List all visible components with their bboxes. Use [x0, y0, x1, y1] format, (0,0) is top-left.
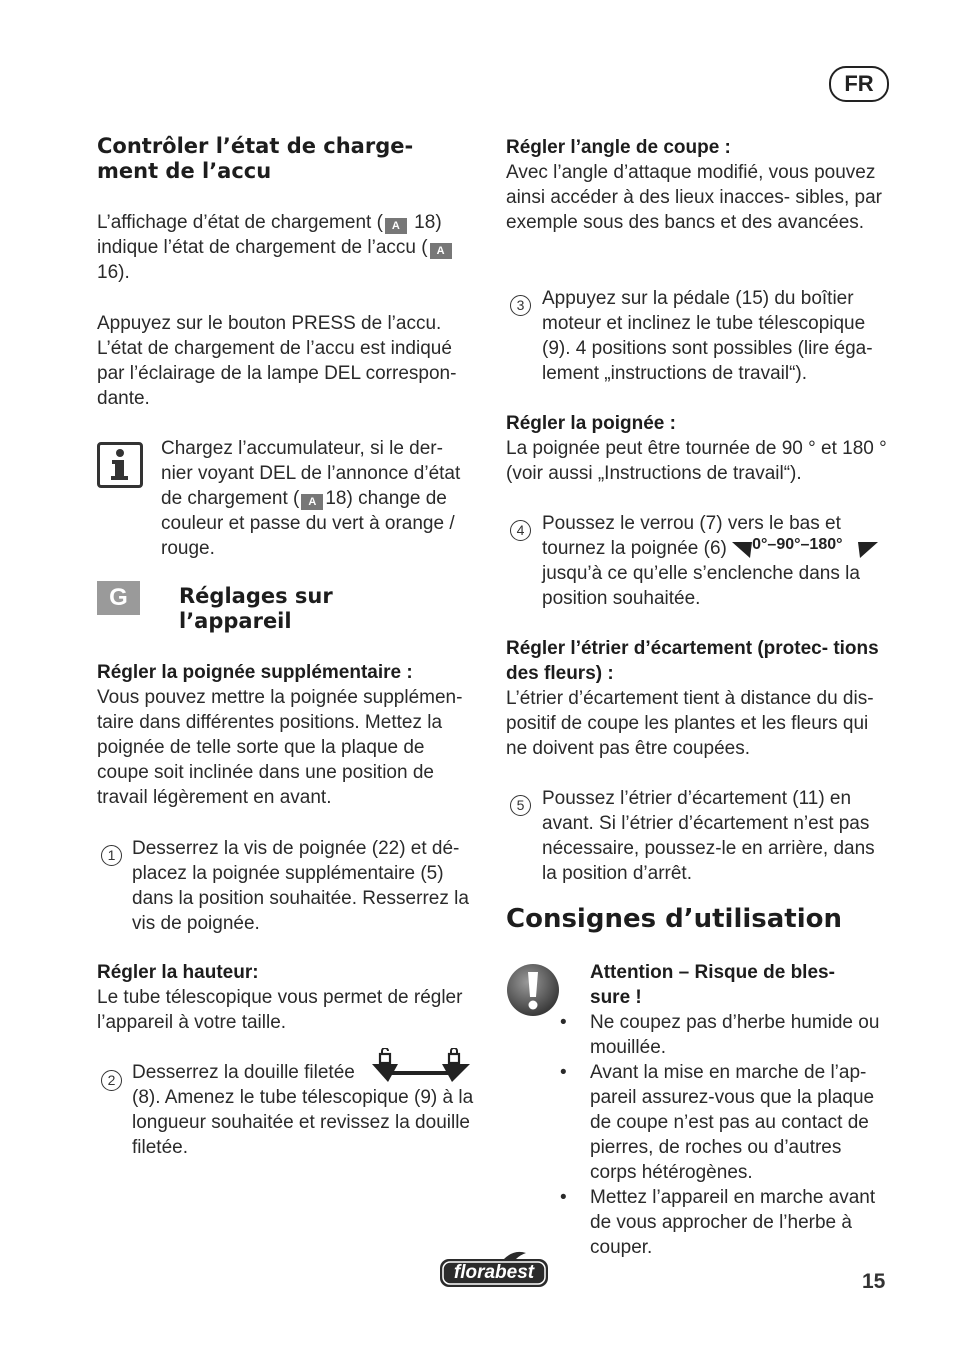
text-fragment: 16).	[97, 262, 130, 283]
list-item: • Avant la mise en marche de l’ap- pareil assurez-vous que la plaque de coupe n’est pas au contact de pierres, de roches ou d’autres corps hétérogènes.	[562, 1060, 892, 1185]
text-fragment: Poussez le verrou (7) vers le bas et tournez la poignée (6)	[542, 513, 841, 559]
figure-reference-a: A	[301, 494, 323, 510]
paragraph-handle: La poignée peut être tournée de 90 ° et 180 ° (voir aussi „Instructions de travail“).	[506, 438, 887, 484]
step-3-text: Appuyez sur la pédale (15) du boîtier moteur et inclinez le tube télescopique (9). 4 positions sont possibles (lire éga- lement „instructions de travail“).	[542, 288, 873, 384]
paragraph-height: Le tube télescopique vous permet de régler l’appareil à votre taille.	[97, 987, 463, 1033]
section-title: Réglages sur l’appareil	[179, 584, 333, 633]
heading-spacer-bracket: Régler l’étrier d’écartement (protec- tions des fleurs) :	[506, 638, 879, 684]
threaded-sleeve-lock-icon	[370, 1048, 472, 1088]
step-number: 3	[510, 295, 531, 316]
step-number: 1	[101, 845, 122, 866]
page-number: 15	[862, 1270, 886, 1293]
step-2-text-end: (8). Amenez le tube télescopique (9) à la longueur souhaitée et revissez la douille filetée.	[132, 1087, 474, 1158]
paragraph-supplementary-handle: Vous pouvez mettre la poignée supplémen- taire dans différentes positions. Mettez la poignée de telle sorte que la plaque de coupe soit inclinée dans une position de travail légèrement en avant.	[97, 687, 463, 808]
florabest-logo	[438, 1251, 550, 1289]
step-2-text-start: Desserrez la douille filetée	[132, 1062, 355, 1083]
info-icon	[97, 442, 143, 488]
step-5-text: Poussez l’étrier d’écartement (11) en avant. Si l’étrier d’écartement n’est pas nécessaire, poussez-le en arrière, dans la position d’arrêt.	[542, 788, 875, 884]
warning-exclamation-icon	[506, 963, 560, 1017]
heading-charge-state: Contrôler l’état de charge- ment de l’accu	[97, 134, 414, 183]
list-item: • Ne coupez pas d’herbe humide ou mouillée.	[562, 1010, 892, 1060]
section-letter-badge: G	[97, 581, 140, 615]
heading-height: Régler la hauteur:	[97, 962, 259, 983]
heading-cutting-angle: Régler l’angle de coupe :	[506, 137, 731, 158]
paragraph-charge-display	[97, 210, 477, 285]
paragraph-spacer-bracket: L’étrier d’écartement tient à distance du dis- positif de coupe les plantes et les fleurs qui ne doivent pas être coupées.	[506, 688, 874, 759]
heading-handle: Régler la poignée :	[506, 413, 676, 434]
figure-reference-a: A	[385, 218, 407, 234]
list-item: • Mettez l’appareil en marche avant de vous approcher de l’herbe à couper.	[562, 1185, 892, 1260]
heading-supplementary-handle: Régler la poignée supplémentaire :	[97, 662, 413, 683]
step-number: 5	[510, 795, 531, 816]
warning-title: Attention – Risque de bles- sure !	[590, 962, 835, 1008]
step-4-text	[542, 511, 892, 611]
paragraph-cutting-angle: Avec l’angle d’attaque modifié, vous pouvez ainsi accéder à des lieux inacces- sibles, par exemple sous des bancs et des avancées.	[506, 162, 882, 233]
step-number: 4	[510, 520, 531, 541]
step-1-text: Desserrez la vis de poignée (22) et dé- placez la poignée supplémentaire (5) dans la position souhaitée. Resserrez la vis de poignée.	[132, 838, 469, 934]
figure-reference-a: A	[430, 243, 452, 259]
info-note	[161, 436, 471, 561]
text-fragment: 18) change de couleur et passe du vert à orange / rouge.	[161, 488, 455, 559]
warning-bullet-list	[562, 1010, 892, 1260]
angle-labels: 0°–90°–180°	[752, 536, 843, 553]
text-fragment: Chargez l’accumulateur, si le der- nier voyant DEL de l’annonce d’état de chargement (	[161, 438, 461, 509]
language-badge: FR	[829, 66, 889, 102]
text-fragment: 18) indique l’état de chargement de l’accu (	[97, 212, 442, 258]
paragraph-press-button: Appuyez sur le bouton PRESS de l’accu. L’état de chargement de l’accu est indiqué par l’éclairage de la lampe DEL correspon- dante.	[97, 313, 457, 409]
text-fragment: jusqu’à ce qu’elle s’enclenche dans la position souhaitée.	[542, 563, 860, 609]
logo-text: florabest	[453, 1262, 535, 1283]
step-number: 2	[101, 1070, 122, 1091]
rotation-angle-icon	[732, 536, 878, 558]
text-fragment: L’affichage d’état de chargement (	[97, 212, 383, 233]
heading-usage-instructions: Consignes d’utilisation	[506, 904, 843, 934]
